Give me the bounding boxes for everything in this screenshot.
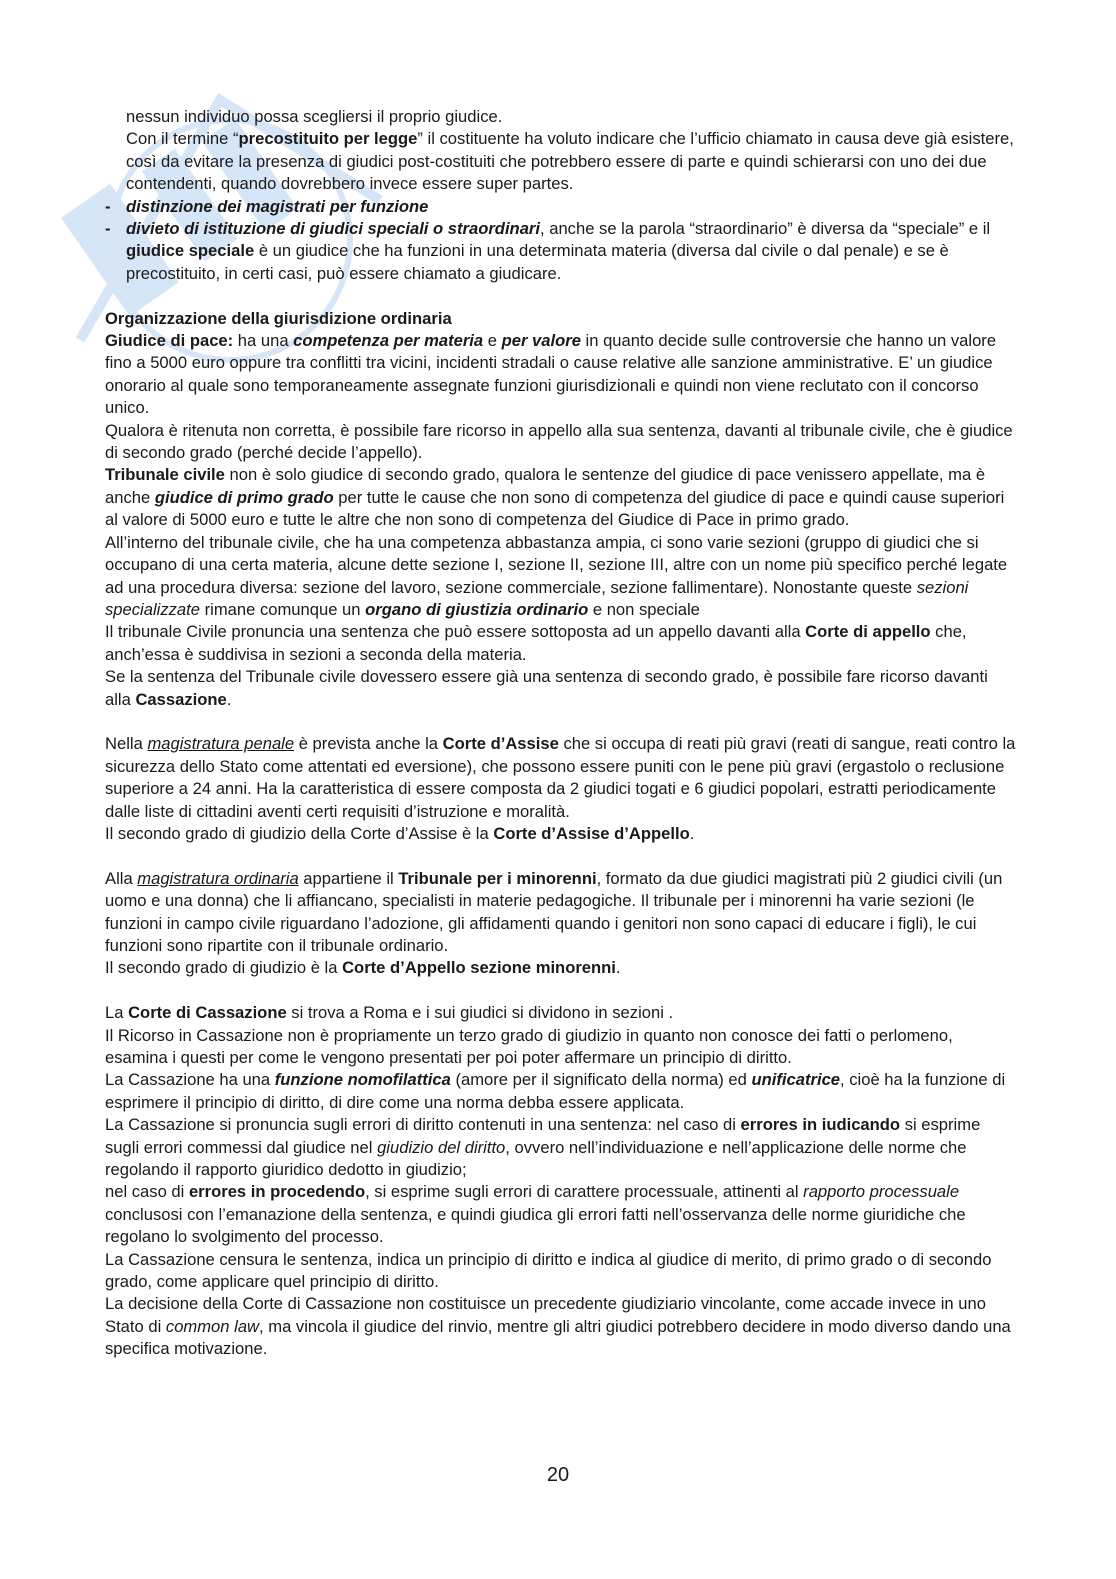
paragraph-sezioni: All’interno del tribunale civile, che ha una competenza abbastanza ampia, ci sono varie sezioni (gruppo di giudici che si occupano di una certa materia, alcune dette sezione I, sezione II, sezione III, altre con un nome più specifico perché legate ad una procedura diversa: sezione del lavoro, sezione commerciale, sezione fallimentare). Nonostante queste sezioni specializzate rimane comunque un organo di giustizia ordinario e non speciale bbox=[105, 532, 1008, 619]
paragraph-cassazione-ricorso: Se la sentenza del Tribunale civile dovessero essere già una sentenza di secondo grado, è possibile fare ricorso davanti alla Cassazione. bbox=[105, 667, 988, 709]
paragraph-errores-procedendo: nel caso di errores in procedendo, si esprime sugli errori di carattere processuale, attinenti al rapporto processuale conclusosi con l’emanazione della sentenza, e quindi giudica gli errori fatti nell’osservanza delle norme giuridiche che regolano lo svolgimento del processo. bbox=[105, 1182, 966, 1247]
paragraph-corte-cassazione: La Corte di Cassazione si trova a Roma e i sui giudici si dividono in sezioni . bbox=[105, 1003, 674, 1023]
paragraph-tribunale-civile: Tribunale civile non è solo giudice di secondo grado, qualora le sentenze del giudice di pace venissero appellate, ma è anche giudice di primo grado per tutte le cause che non sono di competenza del giudice di pace e quindi cause superiori al valore di 5000 euro e tutte le altre che non sono di competenza del Giudice di Pace in primo grado. bbox=[105, 465, 1005, 530]
paragraph-giudice-di-pace: Giudice di pace: ha una competenza per materia e per valore in quanto decide sulle controversie che hanno un valore fino a 5000 euro oppure tra conflitti tra vicini, incidenti stradali o cause relative alle sanzione amministrative. E’ un giudice onorario al quale sono temporaneamente assegnate funzioni giurisdizionali e quindi non viene reclutato con il concorso unico. bbox=[105, 331, 997, 418]
paragraph-minorenni: Alla magistratura ordinaria appartiene il Tribunale per i minorenni, formato da due giudici magistrati più 2 giudici civili (un uomo e una donna) che li affiancano, specialisti in materie pedagogiche. Il tribunale per i minorenni ha varie sezioni (le funzioni in campo civile riguardano l’adozione, gli affidamenti quando i genitori non sono capaci di educare i figli), le cui funzioni sono ripartite con il tribunale ordinario. bbox=[105, 868, 1003, 955]
paragraph-appello: Qualora è ritenuta non corretta, è possibile fare ricorso in appello alla sua sentenza, davanti al tribunale civile, che è giudice di secondo grado (perché decide l’appello). bbox=[105, 420, 1013, 463]
paragraph-errores-iudicando: La Cassazione si pronuncia sugli errori di diritto contenuti in una sentenza: nel caso di errores in iudicando si esprime sugli errori commessi dal giudice nel giudizio del diritto, ovvero nell’individuazione e nell’applicazione delle norme che regolando il rapporto giuridico dedotto in giudizio; bbox=[105, 1115, 981, 1180]
paragraph-censura: La Cassazione censura le sentenza, indica un principio di diritto e indica al giudice di merito, di primo grado o di secondo grado, come applicare quel principio di diritto. bbox=[105, 1249, 992, 1292]
list-item: - divieto di istituzione di giudici speciali o straordinari, anche se la parola “straordinario” è diversa da “speciale” e il giudice speciale è un giudice che ha funzioni in una determinata materia (diversa dal civile o dal penale) e se è precostituito, in certi casi, può essere chiamato a giudicare. bbox=[105, 219, 991, 283]
list-item: - distinzione dei magistrati per funzione bbox=[105, 196, 429, 216]
paragraph-corte-appello: Il tribunale Civile pronuncia una sentenza che può essere sottoposta ad un appello davanti alla Corte di appello che, anch’essa è suddivisa in sezioni a seconda della materia. bbox=[105, 622, 967, 664]
paragraph-minorenni-appello: Il secondo grado di giudizio è la Corte d’Appello sezione minorenni. bbox=[105, 958, 621, 978]
section-heading: Organizzazione della giurisdizione ordinaria bbox=[105, 308, 452, 328]
paragraph-assise-appello: Il secondo grado di giudizio della Corte d’Assise è la Corte d’Assise d’Appello. bbox=[105, 823, 695, 843]
page-number: 20 bbox=[546, 1464, 570, 1486]
paragraph-ricorso: Il Ricorso in Cassazione non è propriamente un terzo grado di giudizio in quanto non conosce dei fatti o perlomeno, esamina i questi per come le vengono presentati per poi poter affermare un principio di diritto. bbox=[105, 1025, 953, 1067]
paragraph-corte-assise: Nella magistratura penale è prevista anche la Corte d’Assise che si occupa di reati più gravi (reati di sangue, reati contro la sicurezza dello Stato come attentati ed eversione), che possono essere puniti con le pene più gravi (ergastolo o reclusione superiore a 24 anni. Ha la caratteristica di essere composta da 2 giudici togati e 6 giudici popolari, estratti periodicamente dalle liste di cittadini aventi certi requisiti d’istruzione e moralità. bbox=[105, 734, 1016, 821]
paragraph-decisione: La decisione della Corte di Cassazione non costituisce un precedente giudiziario vincolante, come accade invece in uno Stato di common law, ma vincola il giudice del rinvio, mentre gli altri giudici potrebbero decidere in modo diverso dando una specifica motivazione. bbox=[105, 1294, 1011, 1359]
document-body bbox=[105, 106, 1017, 1361]
paragraph-intro: nessun individuo possa scegliersi il proprio giudice. Con il termine “precostituito per legge” il costituente ha voluto indicare che l’ufficio chiamato in causa deve già esistere, così da evitare la presenza di giudici post-costituiti che potrebbero essere di parte e quindi schierarsi con uno dei due contendenti, quando dovrebbero invece essere super partes. bbox=[126, 107, 1014, 194]
paragraph-nomofilattica: La Cassazione ha una funzione nomofilattica (amore per il significato della norma) ed unificatrice, cioè ha la funzione di esprimere il principio di diritto, di dire come una norma debba essere applicata. bbox=[105, 1070, 1006, 1112]
